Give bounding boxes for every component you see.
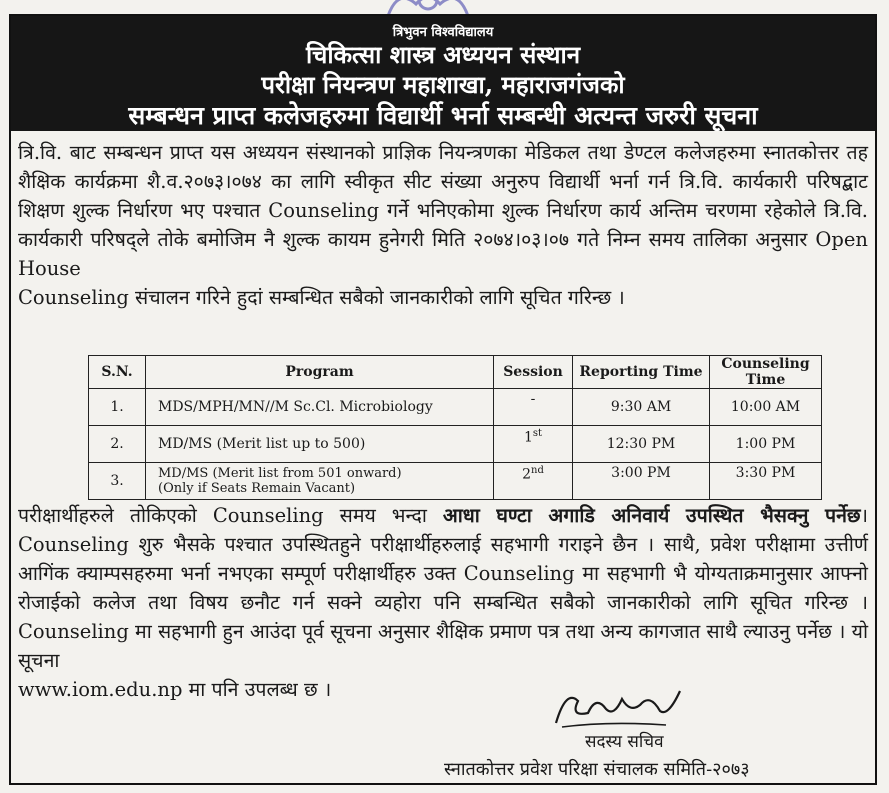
header-reporting-time: Reporting Time	[573, 356, 710, 389]
committee-name: स्नातकोत्तर प्रवेश परिक्षा संचालक समिति-२०७३	[444, 759, 750, 780]
paragraph-1-last-line: Counseling संचालन गरिने हुदां सम्बन्धित सबैको जानकारीको लागि सूचित गरिन्छ ।	[18, 286, 625, 309]
header-session: Session	[494, 356, 573, 389]
row-counseling: 3:30 PM	[710, 463, 822, 500]
row-session	[494, 463, 573, 500]
paragraph-1-text: त्रि.वि. बाट सम्बन्धन प्राप्त यस अध्ययन संस्थानको प्राज्ञिक नियन्त्रणका मेडिकल तथा डेण्टल कलेजहरुमा स्नातकोत्तर तह शैक्षिक कार्यक्रमा शै.व.२०७३।०७४ का लागि स्वीकृत सीट संख्या अनुरुप विद्यार्थी भर्ना गर्न त्रि.वि. कार्यकारी परिषद्बाट शिक्षण शुल्क निर्धारण भए पश्चात Counseling गर्ने भनिएकोमा शुल्क निर्धारण कार्य अन्तिम चरणमा रहेकोले त्रि.वि. कार्यकारी परिषद्ले तोके बमोजिम नै शुल्क कायम हुनेगरी मिति २०७४।०३।०७ गते निम्न समय तालिका अनुसार Open House	[18, 141, 868, 280]
paragraph-2-emphasis: आधा घण्टा अगाडि अनिवार्य उपस्थित भैसक्नु पर्नेछ	[442, 504, 861, 527]
row-session	[494, 426, 573, 463]
signature-image	[548, 683, 688, 733]
notice-paragraph-2	[18, 501, 868, 704]
row-program-line-2: (Only if Seats Remain Vacant)	[158, 481, 356, 496]
header-sn: S.N.	[89, 356, 146, 389]
row-counseling: 10:00 AM	[710, 389, 822, 426]
header-program: Program	[146, 356, 494, 389]
row-sn: 3.	[89, 463, 146, 500]
row-program	[146, 463, 494, 500]
university-name: त्रिभुवन विश्वविद्यालय	[392, 25, 494, 40]
counseling-schedule-table	[88, 355, 822, 500]
row-program-line-1: MD/MS (Merit list from 501 onward)	[158, 466, 402, 481]
row-program: MD/MS (Merit list up to 500)	[146, 426, 494, 463]
row-session	[494, 389, 573, 426]
session-value: 1	[523, 429, 533, 446]
row-counseling: 1:00 PM	[710, 426, 822, 463]
paragraph-2-last-line: www.iom.edu.np मा पनि उपलब्ध छ ।	[18, 678, 332, 701]
session-value: 2	[522, 466, 532, 483]
notice-frame	[9, 14, 877, 785]
row-program: MDS/MPH/MN//M Sc.Cl. Microbiology	[146, 389, 494, 426]
header-counseling-time: Counseling Time	[710, 356, 822, 389]
table-row	[89, 389, 822, 426]
row-sn: 2.	[89, 426, 146, 463]
division-name: परीक्षा नियन्त्रण महाशाखा, महाराजगंजको	[261, 70, 625, 99]
row-sn: 1.	[89, 389, 146, 426]
table-row	[89, 426, 822, 463]
paragraph-2-text-a: परीक्षार्थीहरुले तोकिएको Counseling समय भन्दा	[18, 504, 443, 527]
session-value: -	[530, 391, 536, 407]
signer-designation: सदस्य सचिव	[585, 732, 664, 752]
table-row	[89, 463, 822, 500]
paragraph-2-text-b: । Counseling शुरु भैसके पश्चात उपस्थितहुने परीक्षार्थीहरुलाई सहभागी गराइने छैन । साथै, प्रवेश परीक्षामा उत्तीर्ण आगिंक क्याम्पसहरुमा भर्ना नभएका सम्पूर्ण परीक्षार्थीहरु उक्त Counseling मा सहभागी भै योग्यताक्रमानुसार आफ्नो रोजाईको कलेज तथा विषय छनौट गर्न सक्ने व्यहोरा पनि सम्बन्धित सबैको जानकारीको लागि सूचित गरिन्छ । Counseling मा सहभागी हुन आउंदा पूर्व सूचना अनुसार शैक्षिक प्रमाण पत्र तथा अन्य कागजात साथै ल्याउनु पर्नेछ । यो सूचना	[18, 504, 868, 672]
notice-paragraph-1	[18, 138, 868, 312]
notice-header	[11, 16, 875, 131]
session-suffix: nd	[531, 465, 544, 476]
row-reporting: 9:30 AM	[573, 389, 710, 426]
institute-name: चिकित्सा शास्त्र अध्ययन संस्थान	[305, 40, 581, 69]
row-reporting: 12:30 PM	[573, 426, 710, 463]
session-suffix: st	[532, 428, 543, 439]
notice-title: सम्बन्धन प्राप्त कलेजहरुमा विद्यार्थी भर्ना सम्बन्धी अत्यन्त जरुरी सूचना	[128, 101, 758, 130]
table-header-row	[89, 356, 822, 389]
row-reporting: 3:00 PM	[573, 463, 710, 500]
